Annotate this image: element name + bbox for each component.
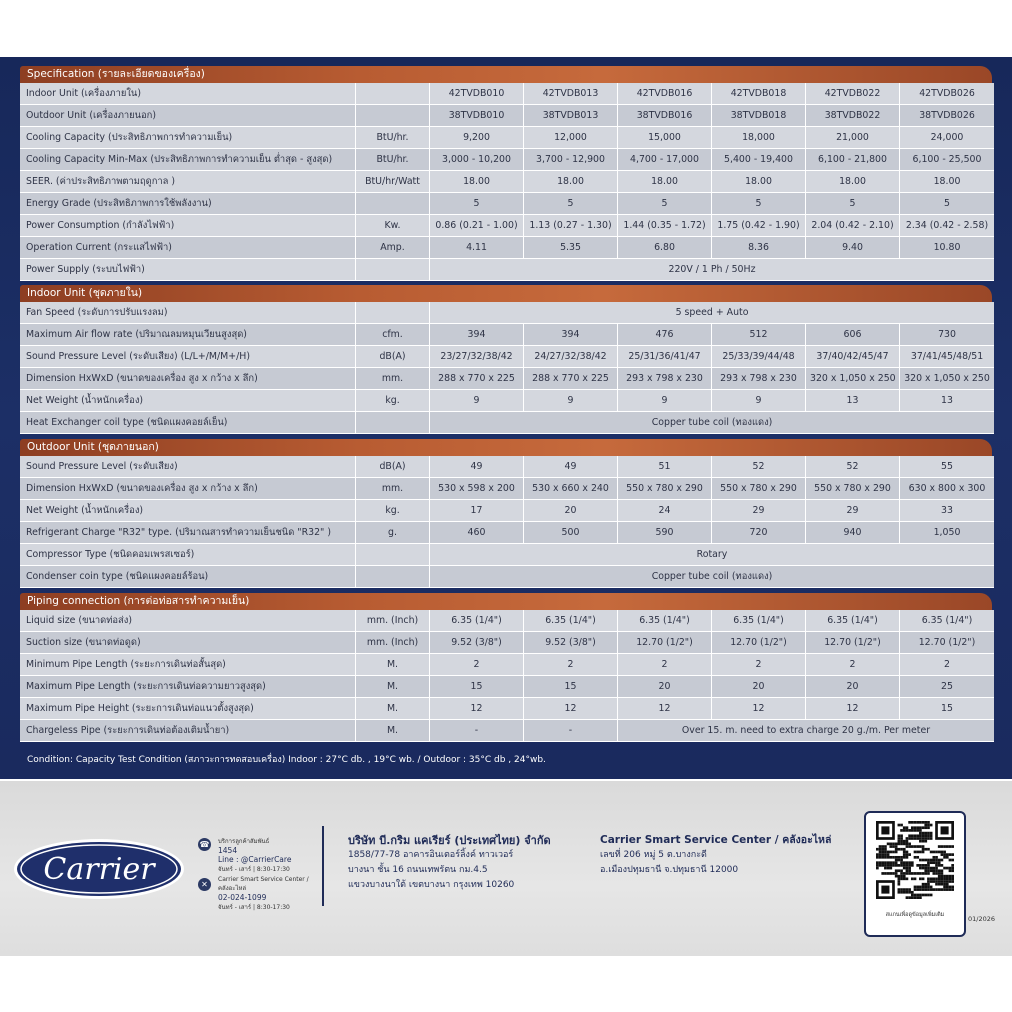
row-value-span: Copper tube coil (ทองแดง) [430, 566, 994, 588]
row-value: 18.00 [712, 171, 806, 193]
row-value: 21,000 [806, 127, 900, 149]
row-value-span: Rotary [430, 544, 994, 566]
row-value: 500 [524, 522, 618, 544]
row-value: 9.52 (3/8") [430, 632, 524, 654]
table-row [20, 105, 994, 127]
row-value: 12.70 (1/2") [900, 632, 994, 654]
row-value: 9 [712, 390, 806, 412]
row-value: 730 [900, 324, 994, 346]
row-value: 9 [618, 390, 712, 412]
row-unit [356, 105, 430, 127]
row-value: 3,000 - 10,200 [430, 149, 524, 171]
row-unit: kg. [356, 390, 430, 412]
table-row [20, 412, 994, 434]
svg-text:Carrier: Carrier [43, 852, 155, 887]
row-label: Indoor Unit (เครื่องภายใน) [20, 83, 356, 105]
row-value: 5 [618, 193, 712, 215]
indoor-unit-section [20, 285, 992, 434]
row-label: Maximum Pipe Height (ระยะการเดินท่อแนวตั้งสูงสุด) [20, 698, 356, 720]
row-value: 12.70 (1/2") [806, 632, 900, 654]
row-value: 5 [430, 193, 524, 215]
row-value: 720 [712, 522, 806, 544]
row-value: 2.34 (0.42 - 2.58) [900, 215, 994, 237]
row-value: 1.44 (0.35 - 1.72) [618, 215, 712, 237]
row-value: 630 x 800 x 300 [900, 478, 994, 500]
row-value: 2.04 (0.42 - 2.10) [806, 215, 900, 237]
row-value: 550 x 780 x 290 [618, 478, 712, 500]
table-row [20, 654, 994, 676]
row-label: Chargeless Pipe (ระยะการเดินท่อต้องเติมน้ำยา) [20, 720, 356, 742]
piping-section [20, 593, 992, 742]
table-row [20, 259, 994, 281]
row-value: 25/31/36/41/47 [618, 346, 712, 368]
table-row [20, 215, 994, 237]
row-value: 55 [900, 456, 994, 478]
row-value: 3,700 - 12,900 [524, 149, 618, 171]
row-value: 2 [524, 654, 618, 676]
table-row [20, 127, 994, 149]
row-value: 24,000 [900, 127, 994, 149]
row-value: 4.11 [430, 237, 524, 259]
row-value: 18.00 [618, 171, 712, 193]
row-value: 12.70 (1/2") [618, 632, 712, 654]
row-value: 51 [618, 456, 712, 478]
row-value: 5.35 [524, 237, 618, 259]
row-value: 6.35 (1/4") [806, 610, 900, 632]
row-value: 550 x 780 x 290 [806, 478, 900, 500]
row-label: Fan Speed (ระดับการปรับแรงลม) [20, 302, 356, 324]
row-value: 25/33/39/44/48 [712, 346, 806, 368]
row-value: 530 x 598 x 200 [430, 478, 524, 500]
row-value: 6.35 (1/4") [900, 610, 994, 632]
row-label: Compressor Type (ชนิดคอมเพรสเซอร์) [20, 544, 356, 566]
row-value: - [524, 720, 618, 742]
piping-table [20, 610, 994, 742]
table-row [20, 478, 994, 500]
specification-table [20, 83, 994, 281]
issue-date: 01/2026 [968, 915, 996, 923]
row-unit: M. [356, 698, 430, 720]
row-value: 320 x 1,050 x 250 [806, 368, 900, 390]
row-label: Net Weight (น้ำหนักเครื่อง) [20, 390, 356, 412]
table-row [20, 149, 994, 171]
row-label: Minimum Pipe Length (ระยะการเดินท่อสั้นสุด) [20, 654, 356, 676]
row-value: 18.00 [900, 171, 994, 193]
outdoor-unit-header: Outdoor Unit (ชุดภายนอก) [20, 439, 992, 456]
row-value: 15,000 [618, 127, 712, 149]
row-label: Cooling Capacity (ประสิทธิภาพการทำความเย็น) [20, 127, 356, 149]
table-row [20, 720, 994, 742]
row-value: 940 [806, 522, 900, 544]
row-value: 9.40 [806, 237, 900, 259]
row-unit [356, 83, 430, 105]
call-center: ☎ บริการลูกค้าสัมพันธ์ 1454 Line : @CarrierCare จันทร์ - เสาร์ | 8:30-17:30 [199, 838, 292, 873]
specification-section [20, 66, 992, 281]
row-value: 17 [430, 500, 524, 522]
row-label: Operation Current (กระแสไฟฟ้า) [20, 237, 356, 259]
row-value: 12 [712, 698, 806, 720]
row-value: 9 [430, 390, 524, 412]
row-value: 2 [712, 654, 806, 676]
table-row [20, 610, 994, 632]
row-value: 18.00 [806, 171, 900, 193]
row-value: 38TVDB010 [430, 105, 524, 127]
row-unit [356, 259, 430, 281]
row-value: 530 x 660 x 240 [524, 478, 618, 500]
row-unit: dB(A) [356, 346, 430, 368]
row-value: 476 [618, 324, 712, 346]
row-unit: Amp. [356, 237, 430, 259]
row-value: 6.35 (1/4") [618, 610, 712, 632]
row-value: 6.35 (1/4") [524, 610, 618, 632]
row-value: 6.35 (1/4") [712, 610, 806, 632]
row-value: 1.75 (0.42 - 1.90) [712, 215, 806, 237]
row-value: 20 [712, 676, 806, 698]
row-value: 0.86 (0.21 - 1.00) [430, 215, 524, 237]
row-value: 52 [712, 456, 806, 478]
row-unit: dB(A) [356, 456, 430, 478]
row-label: Net Weight (น้ำหนักเครื่อง) [20, 500, 356, 522]
row-value: 6,100 - 21,800 [806, 149, 900, 171]
row-value: 2 [900, 654, 994, 676]
service-center-address: Carrier Smart Service Center / คลังอะไหล่ เลขที่ 206 หมู่ 5 ต.บางกะดี อ.เมืองปทุมธานี จ.ปทุมธานี 12000 [600, 834, 832, 875]
row-value: 18.00 [430, 171, 524, 193]
row-value: 13 [806, 390, 900, 412]
row-value: 38TVDB013 [524, 105, 618, 127]
row-value: 9,200 [430, 127, 524, 149]
row-unit: kg. [356, 500, 430, 522]
row-value: 20 [806, 676, 900, 698]
row-value: 5 [524, 193, 618, 215]
row-value: 1,050 [900, 522, 994, 544]
row-unit: mm. [356, 478, 430, 500]
row-value: 42TVDB016 [618, 83, 712, 105]
row-value: 394 [430, 324, 524, 346]
row-value-span: Copper tube coil (ทองแดง) [430, 412, 994, 434]
outdoor-unit-table [20, 456, 994, 588]
row-value: 15 [524, 676, 618, 698]
row-value: 12,000 [524, 127, 618, 149]
table-row [20, 193, 994, 215]
row-unit [356, 193, 430, 215]
row-label: Power Supply (ระบบไฟฟ้า) [20, 259, 356, 281]
row-value: 29 [806, 500, 900, 522]
row-value: 37/40/42/45/47 [806, 346, 900, 368]
footer [0, 781, 1012, 956]
row-unit: mm. (Inch) [356, 610, 430, 632]
row-value: 13 [900, 390, 994, 412]
row-value: 42TVDB026 [900, 83, 994, 105]
table-row [20, 390, 994, 412]
row-label: SEER. (ค่าประสิทธิภาพตามฤดูกาล ) [20, 171, 356, 193]
row-unit: g. [356, 522, 430, 544]
row-value: 320 x 1,050 x 250 [900, 368, 994, 390]
table-row [20, 302, 994, 324]
row-unit: BtU/hr. [356, 127, 430, 149]
row-label: Sound Pressure Level (ระดับเสียง) (L/L+/M/M+/H) [20, 346, 356, 368]
row-value: 15 [900, 698, 994, 720]
row-label: Refrigerant Charge "R32" type. (ปริมาณสารทำความเย็นชนิด "R32" ) [20, 522, 356, 544]
row-unit: BtU/hr. [356, 149, 430, 171]
row-value-span: 220V / 1 Ph / 50Hz [430, 259, 994, 281]
table-row [20, 171, 994, 193]
row-value: 49 [524, 456, 618, 478]
row-value: 2 [430, 654, 524, 676]
row-label: Sound Pressure Level (ระดับเสียง) [20, 456, 356, 478]
row-value: 550 x 780 x 290 [712, 478, 806, 500]
row-value: 12.70 (1/2") [712, 632, 806, 654]
row-value: 18.00 [524, 171, 618, 193]
row-value: 15 [430, 676, 524, 698]
row-value: 25 [900, 676, 994, 698]
table-row [20, 500, 994, 522]
row-value: 24/27/32/38/42 [524, 346, 618, 368]
table-row [20, 324, 994, 346]
indoor-unit-table [20, 302, 994, 434]
table-row [20, 566, 994, 588]
row-unit: mm. [356, 368, 430, 390]
row-value: 8.36 [712, 237, 806, 259]
row-label: Power Consumption (กำลังไฟฟ้า) [20, 215, 356, 237]
row-value: 5 [712, 193, 806, 215]
row-value: 288 x 770 x 225 [524, 368, 618, 390]
row-unit: cfm. [356, 324, 430, 346]
row-value: 12 [806, 698, 900, 720]
row-value: 288 x 770 x 225 [430, 368, 524, 390]
row-label: Maximum Pipe Length (ระยะการเดินท่อความยาวสูงสุด) [20, 676, 356, 698]
table-row [20, 698, 994, 720]
row-value: 33 [900, 500, 994, 522]
row-value: 9.52 (3/8") [524, 632, 618, 654]
row-value: 9 [524, 390, 618, 412]
row-value: 49 [430, 456, 524, 478]
table-row [20, 676, 994, 698]
service-center-contact: ✕ Carrier Smart Service Center / คลังอะไหล่ 02-024-1099 จันทร์ - เสาร์ | 8:30-17:30 [198, 876, 318, 906]
piping-header: Piping connection (การต่อท่อสารทำความเย็น) [20, 593, 992, 610]
company-address: บริษัท บี.กริม แคเรียร์ (ประเทศไทย) จำกัด 1858/77-78 อาคารอินเตอร์ลิ้งค์ ทาวเวอร์ บางนา ชั้น 16 ถนนเทพรัตน กม.4.5 แขวงบางนาใต้ เขตบางนา กรุงเทพ 10260 [348, 834, 551, 890]
table-row [20, 83, 994, 105]
row-value: 42TVDB010 [430, 83, 524, 105]
row-value: 42TVDB013 [524, 83, 618, 105]
carrier-logo [12, 837, 186, 901]
row-value: 42TVDB022 [806, 83, 900, 105]
row-unit: M. [356, 720, 430, 742]
row-value: 12 [618, 698, 712, 720]
row-value-span: Over 15. m. need to extra charge 20 g./m. Per meter [618, 720, 994, 742]
row-value: 460 [430, 522, 524, 544]
row-value: 606 [806, 324, 900, 346]
row-value: 394 [524, 324, 618, 346]
row-unit: M. [356, 676, 430, 698]
qr-code-icon [876, 821, 954, 899]
row-value: - [430, 720, 524, 742]
row-label: Maximum Air flow rate (ปริมาณลมหมุนเวียนสูงสุด) [20, 324, 356, 346]
table-row [20, 522, 994, 544]
table-row [20, 632, 994, 654]
row-value: 5 [900, 193, 994, 215]
table-row [20, 346, 994, 368]
row-unit [356, 412, 430, 434]
table-row [20, 544, 994, 566]
row-unit [356, 302, 430, 324]
row-value: 2 [806, 654, 900, 676]
row-value: 42TVDB018 [712, 83, 806, 105]
row-value: 590 [618, 522, 712, 544]
row-value: 38TVDB016 [618, 105, 712, 127]
row-label: Cooling Capacity Min-Max (ประสิทธิภาพการทำความเย็น ต่ำสุด - สูงสุด) [20, 149, 356, 171]
row-value: 12 [430, 698, 524, 720]
row-value: 23/27/32/38/42 [430, 346, 524, 368]
outdoor-unit-section [20, 439, 992, 588]
row-value-span: 5 speed + Auto [430, 302, 994, 324]
row-value: 6.35 (1/4") [430, 610, 524, 632]
table-row [20, 456, 994, 478]
row-value: 293 x 798 x 230 [712, 368, 806, 390]
row-value: 6.80 [618, 237, 712, 259]
row-label: Dimension HxWxD (ขนาดของเครื่อง สูง x กว้าง x ลึก) [20, 478, 356, 500]
row-value: 5 [806, 193, 900, 215]
row-label: Energy Grade (ประสิทธิภาพการใช้พลังงาน) [20, 193, 356, 215]
row-value: 10.80 [900, 237, 994, 259]
row-value: 4,700 - 17,000 [618, 149, 712, 171]
row-value: 38TVDB022 [806, 105, 900, 127]
row-value: 37/41/45/48/51 [900, 346, 994, 368]
spec-panel [0, 57, 1012, 779]
row-label: Liquid size (ขนาดท่อส่ง) [20, 610, 356, 632]
row-value: 20 [618, 676, 712, 698]
row-value: 24 [618, 500, 712, 522]
row-value: 38TVDB018 [712, 105, 806, 127]
tools-icon: ✕ [198, 878, 211, 891]
row-label: Heat Exchanger coil type (ชนิดแผงคอยล์เย็น) [20, 412, 356, 434]
row-label: Dimension HxWxD (ขนาดของเครื่อง สูง x กว้าง x ลึก) [20, 368, 356, 390]
table-row [20, 237, 994, 259]
row-value: 512 [712, 324, 806, 346]
row-unit: M. [356, 654, 430, 676]
row-value: 2 [618, 654, 712, 676]
row-label: Condenser coin type (ชนิดแผงคอยล์ร้อน) [20, 566, 356, 588]
row-value: 1.13 (0.27 - 1.30) [524, 215, 618, 237]
qr-code[interactable]: สแกนเพื่อดูข้อมูลเพิ่มเติม [864, 811, 966, 937]
contact-info [198, 836, 318, 911]
row-value: 18,000 [712, 127, 806, 149]
row-unit: BtU/hr/Watt [356, 171, 430, 193]
row-value: 12 [524, 698, 618, 720]
row-unit [356, 544, 430, 566]
row-value: 20 [524, 500, 618, 522]
table-row [20, 368, 994, 390]
row-unit: Kw. [356, 215, 430, 237]
footer-divider [322, 826, 324, 906]
row-unit [356, 566, 430, 588]
specification-header: Specification (รายละเอียดของเครื่อง) [20, 66, 992, 83]
row-value: 29 [712, 500, 806, 522]
row-value: 293 x 798 x 230 [618, 368, 712, 390]
row-label: Suction size (ขนาดท่อดูด) [20, 632, 356, 654]
row-value: 5,400 - 19,400 [712, 149, 806, 171]
row-value: 6,100 - 25,500 [900, 149, 994, 171]
row-unit: mm. (Inch) [356, 632, 430, 654]
test-condition-note: Condition: Capacity Test Condition (สภาวะการทดสอบเครื่อง) Indoor : 27°C db. , 19°C wb. / Outdoor : 35°C db , 24°wb. [27, 755, 546, 765]
phone-person-icon: ☎ [199, 840, 210, 849]
indoor-unit-header: Indoor Unit (ชุดภายใน) [20, 285, 992, 302]
row-value: 52 [806, 456, 900, 478]
row-value: 38TVDB026 [900, 105, 994, 127]
row-label: Outdoor Unit (เครื่องภายนอก) [20, 105, 356, 127]
